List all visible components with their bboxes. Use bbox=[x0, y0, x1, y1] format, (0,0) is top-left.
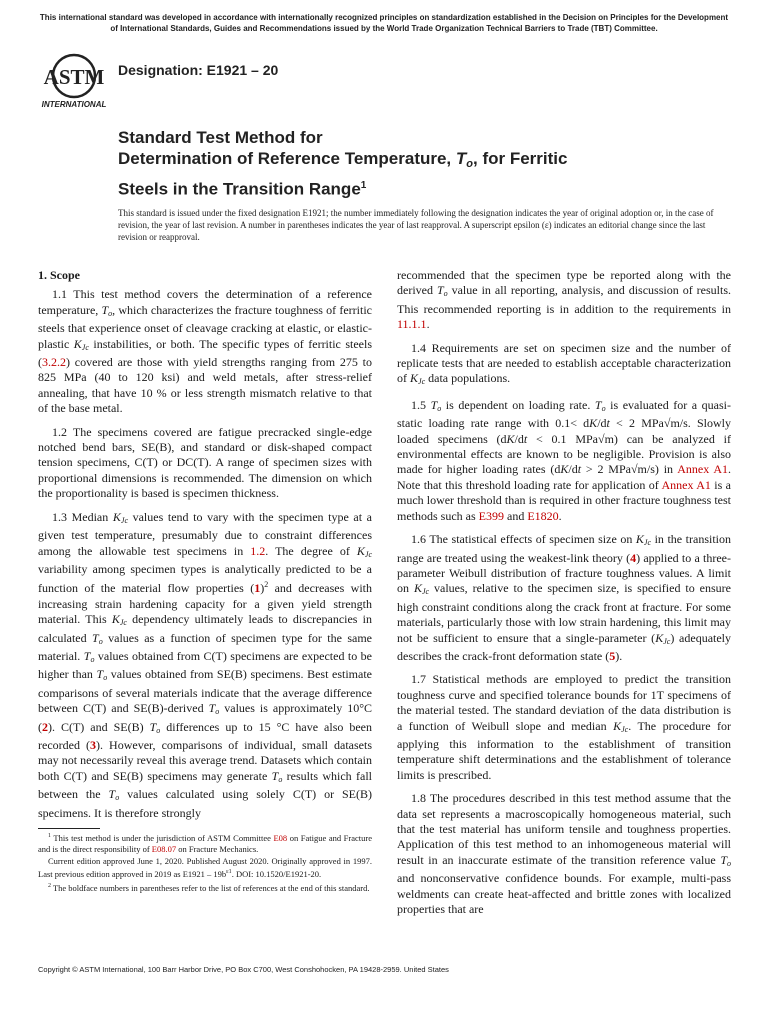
link-annex-a1-2[interactable]: Annex A1 bbox=[661, 477, 711, 492]
title-line-1: Standard Test Method for bbox=[118, 128, 323, 147]
paragraph-1-6: 1.6 The statistical effects of specimen size on $K_{Jc}$ in the transition range are treated using the weakest-link theory (4) applied to a three-parameter Weibull distribution of fracture toughness values. A limit on $K_{Jc}$ values, relative to the specimen size, is specified to ensure high constraint conditions along the crack front at fracture. For some materials, particularly those with low strain hardening, this limit may not be sufficient to ensure that a single-parameter $(K_{Jc})$ adequately describes the crack-front deformation state (5). bbox=[397, 532, 732, 663]
ref-link-3[interactable]: 3 bbox=[90, 737, 97, 752]
paragraph-1-8: 1.8 The procedures described in this test method assume that the data set represents a macroscopically homogeneous material, such that the test material has uniform tensile and toughness properties. Application of this test method to an inhomogeneous material will result in an inaccurate estimate of the transition reference value $T_o$ and nonconservative confidence bounds. For example, multi-pass weldments can create heat-affected and brittle zones with localized properties that are bbox=[397, 791, 731, 917]
link-3-2-2[interactable]: 3.2.2 bbox=[42, 355, 66, 370]
copyright-footer: Copyright © ASTM International, 100 Barr Harbor Drive, PO Box C700, West Conshohocken, PA 19428-2959. United States bbox=[38, 965, 449, 974]
paragraph-1-2: 1.2 The specimens covered are fatigue precracked single-edge notched bend bars, SE(B), and standard or disk-shaped compact tension specimens, C(T) or DC(T). A range of specimen sizes with proportional dimensions is recommended. The dimension on which the proportionality is based is specimen thickness. bbox=[38, 424, 372, 501]
link-1-2[interactable]: 1.2 bbox=[250, 543, 266, 558]
paragraph-1-5: 1.5 $T_o$ is dependent on loading rate. $T_o$ is evaluated for a quasi-static loading rate range with 0.1< dK/dt < 2 MPa√m/s. Slowly loaded specimens (dK/dt < 0.1 MPa√m) can be analyzed if environmental effects are known to be negligible. Provision is also made for higher loading rates (dK/dt > 2 MPa√m/s) in Annex A1. Note that this threshold loading rate for application of Annex A1 is a much lower threshold than is required in other fracture toughness test methods such as E399 and E1820. bbox=[397, 397, 732, 523]
footnotes bbox=[38, 831, 372, 894]
footnote-rule bbox=[38, 828, 100, 829]
ref-link-5[interactable]: 5 bbox=[609, 648, 616, 663]
paragraph-1-4: 1.4 Requirements are set on specimen size and the number of replicate tests that are needed to establish acceptable characterization of $K_{Jc}$ data populations. bbox=[397, 340, 731, 387]
left-column bbox=[38, 268, 372, 829]
document-title bbox=[118, 127, 718, 200]
link-e08[interactable]: E08 bbox=[273, 832, 288, 843]
ref-link-2[interactable]: 2 bbox=[42, 719, 48, 734]
paragraph-1-1: 1.1 This test method covers the determination of a reference temperature, $T_o$, which characterizes the fracture toughness of ferritic steels that experience onset of cleavage cracking at elastic, or elastic-plastic $K_{Jc}$ instabilities, or both. The specific types of ferritic steels (3.2.2) covered are those with yield strengths ranging from 275 to 825 MPa (40 to 120 ksi) and weld metals, after stress-relief annealing, that have 10 % or less strength mismatch relative to that of the base metal. bbox=[38, 287, 372, 416]
designation: Designation: E1921 – 20 bbox=[118, 62, 279, 78]
astm-logo-icon bbox=[38, 52, 110, 110]
link-e1820[interactable]: E1820 bbox=[527, 508, 559, 523]
paragraph-1-3-continued: recommended that the specimen type be reported along with the derived $T_o$ value in all reporting, analysis, and discussion of results. This recommended reporting is in addition to the requirements in 11.1.1. bbox=[397, 268, 731, 332]
issued-note: This standard is issued under the fixed designation E1921; the number immediately following the designation indicates the year of original adoption or, in the case of revision, the year of last revision. A number in parentheses indicates the year of last reapproval. A superscript epsilon (ε) indicates an editorial change since the last revision or reapproval. bbox=[118, 208, 714, 242]
title-line-3: Steels in the Transition Range$^1$ bbox=[118, 179, 367, 199]
header-notice: This international standard was developed in accordance with internationally recognized principles on standardization established in the Decision on Principles for the Development of International Standards, Guides and Recommendations issued by the World Trade Organization Technical Barriers to Trade (TBT) Committee. bbox=[39, 13, 729, 33]
link-e399[interactable]: E399 bbox=[478, 508, 504, 523]
title-line-2: Determination of Reference Temperature, $T_o$, for Ferritic bbox=[118, 149, 568, 170]
paragraph-1-7: 1.7 Statistical methods are employed to predict the transition toughness curve and specified tolerance bounds for 1T specimens of the material tested. The standard deviation of the data distribution is a function of Weibull slope and median $K_{Jc}$. The procedure for applying this information to the establishment of transition temperature shift determinations and the establishment of tolerance limits is prescribed. bbox=[397, 672, 732, 782]
footnote-1-edition: Current edition approved June 1, 2020. Published August 2020. Originally approved in 1997. Last previous edition approved in 2019 as $E1921 - 19b^{\varepsilon 1}$. DOI: 10.1520/E1921-20. bbox=[38, 855, 372, 879]
section-title-scope: 1. Scope bbox=[38, 268, 80, 282]
footnote-1: $^1$ This test method is under the jurisdiction of ASTM Committee E08 on Fatigue and Fracture and is the direct responsibility of E08.07 on Fracture Mechanics. bbox=[38, 832, 372, 854]
right-column bbox=[397, 268, 731, 925]
ref-link-1[interactable]: 1 bbox=[254, 581, 261, 596]
logo-sub: INTERNATIONAL bbox=[41, 100, 107, 109]
link-annex-a1[interactable]: Annex A1 bbox=[677, 462, 729, 477]
logo-letters: ASTM bbox=[43, 65, 105, 89]
footnote-2: $^2$ The boldface numbers in parentheses refer to the list of references at the end of this standard. bbox=[48, 882, 370, 893]
astm-logo bbox=[38, 52, 110, 110]
link-e08-07[interactable]: E08.07 bbox=[151, 843, 177, 854]
paragraph-1-3: 1.3 Median $K_{Jc}$ values tend to vary with the specimen type at a given test temperature, presumably due to constraint differences among the allowable test specimens in 1.2. The degree of $K_{Jc}$ variability among specimen types is analytically predicted to be a function of the material flow properties $(1)^2$ and decreases with increasing strain hardening capacity for a given yield strength material. This $K_{Jc}$ dependency ultimately leads to discrepancies in calculated $T_o$ values as a function of specimen type for the same material. $T_o$ values obtained from C(T) specimens are expected to be higher than $T_o$ values obtained from SE(B) specimens. Best estimate comparisons of several materials indicate that the average difference between C(T) and SE(B)-derived $T_o$ values is approximately 10°C (2). C(T) and SE(B) $T_o$ differences up to 15 °C have also been recorded (3). However, comparisons of individual, small datasets may not necessarily reveal this average trend. Datasets which contain both C(T) and SE(B) specimens may generate $T_o$ results which fall between the $T_o$ values calculated using solely C(T) or SE(B) specimens. It is therefore strongly bbox=[38, 509, 373, 820]
link-11-1-1[interactable]: 11.1.1 bbox=[397, 317, 427, 332]
ref-link-4[interactable]: 4 bbox=[630, 550, 637, 565]
